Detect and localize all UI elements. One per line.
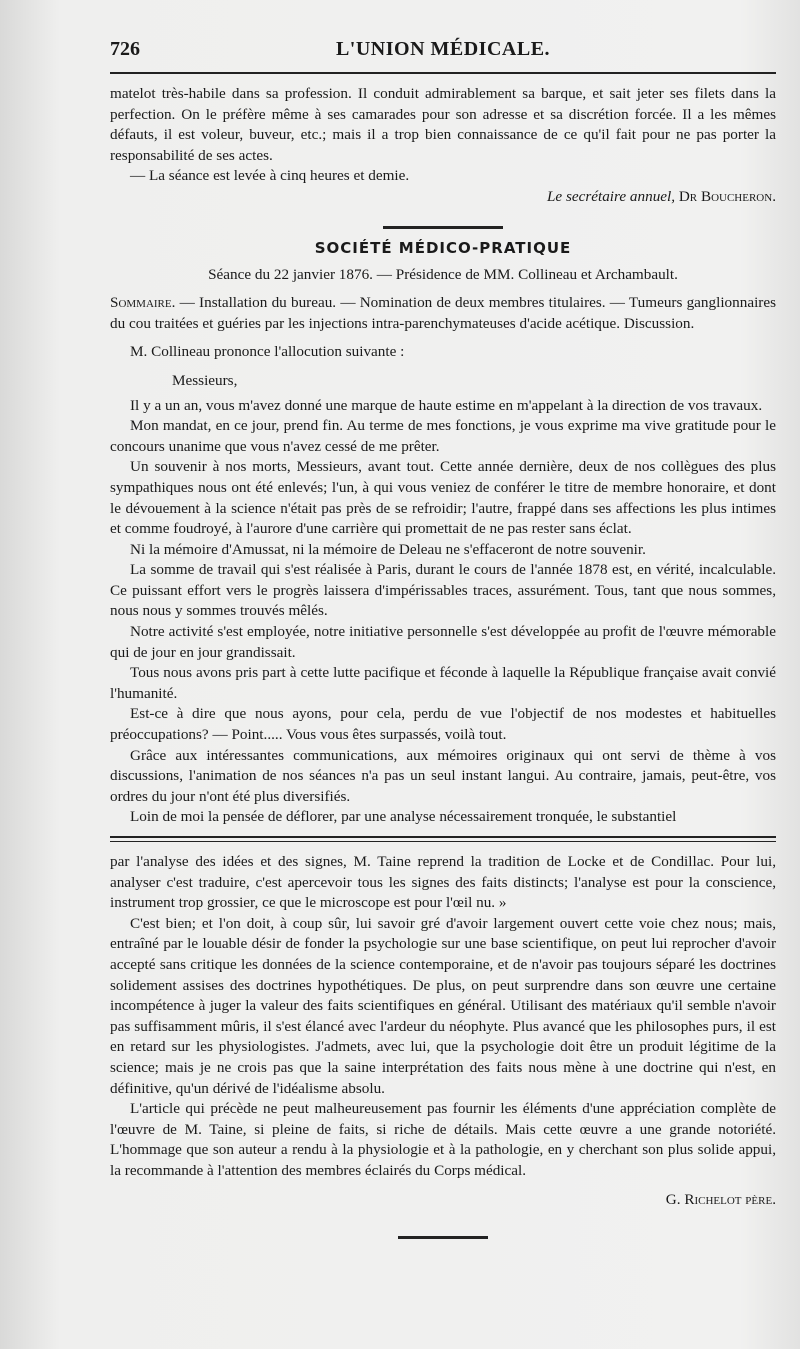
summary [110, 293, 776, 334]
body-paragraph: Tous nous avons pris part à cette lutte pacifique et féconde à laquelle la République française avait convié l'humanité. [110, 664, 776, 702]
running-head: L'UNION MÉDICALE. [335, 38, 551, 60]
feuilleton-paragraph: L'article qui précède ne peut malheureusement pas fournir les éléments d'une appréciation complète de l'œuvre de M. Taine, si pleine de faits, si riche de détails. Mais cette œuvre a une grande notoriété. L'hommage que son auteur a rendu à la physiologie et à la pathologie, en y cherchant son plus solide appui, la recommande à l'attention des membres éclairés du Corps médical. [110, 1100, 776, 1179]
feuilleton-paragraph: par l'analyse des idées et des signes, M. Taine reprend la tradition de Locke et de Condillac. Pour lui, analyser c'est traduire, c'est apercevoir tous les signes des faits distincts; l'analyse est pour la conscience, instrument trop grossier, ce que le microscope est pour l'œil nu. » [110, 853, 776, 912]
session-line: Séance du 22 janvier 1876. — Présidence de MM. Collineau et Archambault. [208, 265, 678, 283]
feuilleton-signature-name: G. Richelot père. [665, 1190, 776, 1208]
feuilleton-divider [110, 836, 776, 842]
page-header [110, 30, 776, 70]
section-divider [383, 226, 503, 229]
section-title: SOCIÉTÉ MÉDICO-PRATIQUE [314, 238, 572, 257]
body-paragraph: Grâce aux intéressantes communications, aux mémoires originaux qui ont servi de thème à vos discussions, l'animation de nos séances n'a pas un seul instant langui. Au contraire, jamais, peut-être, vos ordres du jour n'ont été plus diversifiés. [110, 746, 776, 805]
page-number: 726 [110, 38, 140, 60]
body-paragraph: Il y a un an, vous m'avez donné une marque de haute estime en m'appelant à la direction de vos travaux. [130, 396, 763, 414]
closing-line: — La séance est levée à cinq heures et demie. [130, 167, 410, 185]
body-paragraph: Est-ce à dire que nous ayons, pour cela, perdu de vue l'objectif de nos modestes et habituelles préoccupations? — Point..... Vous vous êtes surpassés, voilà tout. [110, 705, 776, 744]
feuilleton-paragraph: C'est bien; et l'on doit, à coup sûr, lui savoir gré d'avoir largement ouvert cette voie chez nous; mais, entraîné par le louable désir de fonder la psychologie sur une base scientifique, on peut lui reprocher d'avoir accepté sans critique les données de la science contemporaine, et de n'avoir pas toujours séparé les doctrines solidement assises des doctrines hypothétiques. De plus, on peut surprendre dans son œuvre une certaine incompétence à juger la valeur des faits scientifiques en général. Utilisant des matériaux qu'il semble n'avoir pas suffisamment mûris, il s'est élancé avec l'ardeur du néophyte. Plus avancé que les philosophes purs, il est en retard sur les physiologistes. J'admets, avec lui, que la psychologie doit être un produit légitime de la science; mais je ne crois pas que la saine interprétation des faits nous mène à une doctrine qui n'est, en définitive, qu'un dérivé de l'idéalisme absolu. [110, 914, 776, 1097]
end-rule [398, 1236, 488, 1239]
body-paragraph: Notre activité s'est employée, notre initiative personnelle s'est développée au profit de l'œuvre mémorable qui de jour en jour grandissait. [110, 623, 776, 661]
feuilleton-signature [110, 1190, 776, 1211]
speaker-line: M. Collineau prononce l'allocution suivante : [130, 343, 405, 361]
body-paragraph: Un souvenir à nos morts, Messieurs, avant tout. Cette année dernière, deux de nos collègues des plus sympathiques nous ont été enlevés; l'un, à qui vous veniez de conférer le titre de membre honoraire, et dont le dévouement à la science n'était pas près de se refroidir; l'autre, frappé dans ses affections les plus intimes et comme foudroyé, à l'aurore d'une carrière qui promettait de ne pas rester sans éclat. [110, 458, 776, 538]
body-paragraph: Ni la mémoire d'Amussat, ni la mémoire de Deleau ne s'effaceront de notre souvenir. [130, 540, 646, 558]
salutation: Messieurs, [172, 371, 238, 389]
continuation-paragraph: matelot très-habile dans sa profession. Il conduit admirablement sa barque, et sait jeter ses filets dans la perfection. On le préfère même à ses camarades pour son adresse et sa discrétion forcée. Il a les mêmes défauts, il est voleur, buveur, etc.; mais il a trop bien connaissance de ce qu'il fait pour ne pas porter la responsabilité de ses actes. [110, 85, 776, 164]
body-paragraph: Mon mandat, en ce jour, prend fin. Au terme de mes fonctions, je vous exprime ma vive gratitude pour le concours unanime que vous n'avez cessé de me prêter. [110, 417, 776, 455]
header-rule [110, 72, 776, 74]
signature-role: Le secrétaire annuel, [546, 187, 676, 205]
body-paragraph: Loin de moi la pensée de déflorer, par une analyse nécessairement tronquée, le substantiel [130, 808, 677, 826]
signature-line [110, 187, 776, 208]
summary-text: — Installation du bureau. — Nomination de deux membres titulaires. — Tumeurs ganglionnaires du cou traitées et guéries par les injections intra-parenchymateuses d'acide acétique. Discussion. [110, 294, 777, 332]
summary-label: Sommaire. [110, 294, 176, 312]
signature-name: Dr Boucheron. [678, 187, 776, 205]
body-paragraph: La somme de travail qui s'est réalisée à Paris, durant le cours de l'année 1878 est, en vérité, incalculable. Ce puissant effort vers le progrès laissera d'impérissables traces, assurément. Tous, tant que nous sommes, nous nous y sommes trouvés mêlés. [110, 561, 776, 620]
